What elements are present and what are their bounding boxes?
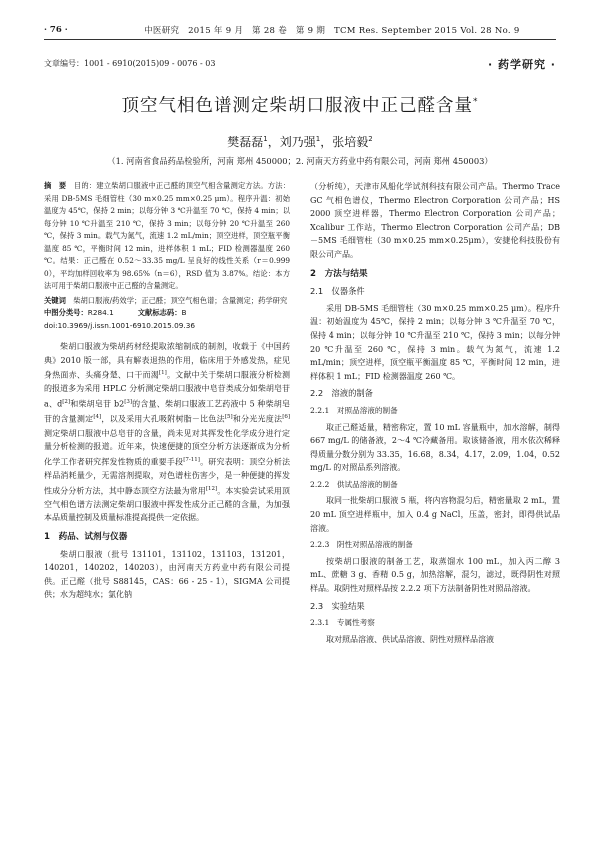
- section-2-heading: 2 方法与结果: [310, 268, 368, 279]
- doc-code-value: B: [181, 308, 187, 317]
- section-2-2-2-text: 取同一批柴胡口服液 5 瓶，将内容物混匀后，精密量取 2 mL，置 20 mL 顶空进样瓶中，加入 0.4 g NaCl，压盖，密封，即得供试品溶液。: [310, 496, 560, 533]
- affiliations: （1. 河南省食品药品检验所，河南 郑州 450000；2. 河南天方药业中药有限公司，河南 郑州 450003）: [107, 156, 493, 166]
- citation-ref: [5]: [224, 414, 233, 421]
- citation-ref: [3]: [124, 399, 132, 406]
- section-2-2-1-heading: 2.2.1 对照品溶液的制备: [310, 405, 398, 415]
- keywords-label: 关键词: [44, 295, 66, 305]
- title-text: 顶空气相色谱测定柴胡口服液中正己醛含量: [121, 96, 473, 116]
- abstract-text: 目的：建立柴胡口服液中正己醛的顶空气相含量测定方法。方法：采用 DB-5MS 毛细管柱（30 m×0.25 mm×0.25 μm）。程序升温：初始温度为 45℃，保持 2 min；以每分钟 3 ℃升温至 70 ℃，保持 4 min；以每分钟 10 ℃升温至 210 ℃，保持 3 min；以每分钟 20 ℃升温至 260 ℃，保持 3 min。载气为氮气，流速 1.2 mL/min；顶空进样，顶空瓶平衡温度 85 ℃，平衡时间 12 min，进样体积 1 mL；FID 检测器温度 260 ℃。结果：正己醛在 0.52～33.35 mg/L 呈良好的线性关系（r＝0.999 0），平均加样回收率为 98.65%（n＝6），RSD 值为 3.87%。结论：本方法可用于柴胡口服液中正己醛的含量测定。: [44, 181, 291, 290]
- section-2-2-1-text: 取正己醛适量，精密称定，置 10 mL 容量瓶中，加水溶解，制得 667 mg/L 的储备液，2～4 ℃冷藏备用。取该储备液，用水依次稀释得质量分数分别为 33.35，16.68，8.34，4.17，2.09，1.04，0.52 mg/L 的对照品系列溶液。: [310, 422, 560, 473]
- abstract-label: 摘 要: [44, 181, 67, 190]
- intro-paragraph: 柴胡口服液为柴胡药材经提取浓缩制成的制剂，收载于《中国药典》2010 版一部，具有解表退热的作用，临床用于外感发热，症见身热面赤、头痛身楚、口干而渴[1]。文献中关于柴胡口服液分析检测的报道多为采用 HPLC 分析测定柴胡口服液中皂苷类成分如柴胡皂苷 a、d[2]和柴胡皂苷 b2[3]的含量、柴胡口服液工艺药液中 5 种柴胡皂苷的含量测定[4]，以及采用大孔吸附树脂－比色法[5]和分光光度法[6]测定柴胡口服液中总皂苷的含量，尚未见对其挥发性化学成分进行定量分析检测的报道。近年来，快速便捷的顶空分析方法逐渐成为分析化学工作者研究挥发性物质的重要手段[7-11]。研究表明：顶空分析法样品消耗量少，无需溶剂提取，对色谱柱伤害少，是一种便捷的挥发性成分分析方法，其中静态顶空方法最为常用[12]。本实验尝试采用顶空气相色谱方法测定柴胡口服液中挥发性成分正己醛的含量，为加强本品质量控制及质量标准提高提供一定依据。: [44, 342, 291, 523]
- journal-line: 中医研究 2015 年 9 月 第 28 卷 第 9 期 TCM Res. September 2015 Vol. 28 No. 9: [144, 26, 520, 36]
- doi: doi:10.3969/j.issn.1001-6910.2015.09.36: [44, 320, 196, 330]
- column-tag: · 药学研究 ·: [487, 58, 556, 71]
- section-2-2-3-text: 按柴胡口服液的制备工艺，取蒸馏水 100 mL，加入丙二醇 3 mL、蔗糖 3 g、香精 0.5 g，加热溶解，混匀，滤过，既得阴性对照样品。取阴性对照样品按 2.2.2 项下方法制备阴性对照品溶液。: [310, 556, 560, 594]
- citation-ref: [12]: [205, 485, 218, 492]
- author-list: 樊磊磊$^1$，刘乃强$^1$，张培毅$^2$: [227, 135, 373, 149]
- doc-code-label: 文献标志码：: [137, 308, 182, 317]
- citation-ref: [7-11]: [183, 456, 200, 463]
- section-2-2-3-heading: 2.2.3 阴性对照品溶液的制备: [310, 540, 413, 550]
- author-name: 张培毅: [332, 135, 369, 149]
- author-name: 刘乃强: [279, 135, 316, 149]
- running-head: [44, 24, 556, 40]
- right-column: [310, 180, 560, 646]
- section-2-2-2-heading: 2.2.2 供试品溶液的制备: [310, 479, 398, 489]
- keywords-text: 柴胡口服液/药效学；正己醛；顶空气相色谱；含量测定；药学研究: [73, 295, 288, 305]
- clc-label: 中图分类号：: [44, 308, 88, 317]
- section-1-text-continued: （分析纯），天津市风船化学试剂科技有限公司产品。Thermo Trace GC 气相色谱仪，Thermo Electron Corporation 公司产品；HS 2000 顶空进样器，Thermo Electron Corporation 公司产品；Xcalibur 工作站，Thermo Electron Corporation 公司产品；DB－5MS 毛细管柱（30 m×0.25 mm×0.25μm），安捷伦科技股份有限公司产品。: [310, 182, 560, 259]
- abstract: [44, 180, 290, 293]
- title-footnote-mark: *: [473, 97, 479, 108]
- citation-ref: [4]: [93, 414, 102, 421]
- section-2-2-heading: 2.2 溶液的制备: [310, 388, 373, 399]
- page-number: · 76 ·: [44, 25, 68, 35]
- section-2-3-heading: 2.3 实验结果: [310, 600, 365, 611]
- author-affiliation-mark: 1: [315, 135, 321, 143]
- section-1-text: 柴胡口服液（批号 131101，131102，131103，131201，140201，140202，140203），由河南天方药业中药有限公司提供。正己醛（批号 S88145，CAS：66 - 25 - 1），SIGMA 公司提供；水为超纯水；氯化钠: [44, 549, 290, 600]
- left-column: [44, 180, 290, 602]
- citation-ref: [2]: [62, 399, 71, 406]
- keywords: [44, 295, 290, 308]
- author-affiliation-mark: 2: [368, 135, 373, 143]
- section-1-heading: 1 药品、试剂与仪器: [44, 532, 128, 542]
- section-2-3-1-heading: 2.3.1 专属性考察: [310, 618, 375, 628]
- citation-ref: [6]: [282, 414, 291, 421]
- section-2-3-1-text: 取对照品溶液、供试品溶液、阴性对照样品溶液: [326, 634, 494, 644]
- author-name: 樊磊磊: [227, 135, 264, 149]
- section-2-1-text: 采用 DB-5MS 毛细管柱（30 m×0.25 mm×0.25 μm）。程序升温：初始温度为 45℃，保持 2 min；以每分钟 3 ℃升温至 70 ℃，保持 4 min；以每分钟 10 ℃升温至 210 ℃，保持 3 min；以每分钟 20 ℃升温至 260 ℃，保持 3 min。载气为氮气，流速 1.2 mL/min；顶空进样，顶空瓶平衡温度 85 ℃，平衡时间 12 min，进样体积 1 mL；FID 检测器温度 260 ℃。: [310, 303, 560, 381]
- clc-value: R284.1: [87, 308, 114, 317]
- classification-line: [44, 307, 290, 320]
- author-affiliation-mark: 1: [263, 135, 268, 143]
- citation-ref: [1]: [159, 370, 167, 377]
- article-number: 文章编号：1001 - 6910(2015)09 - 0076 - 03: [44, 59, 216, 68]
- article-title: [0, 92, 600, 117]
- section-2-1-heading: 2.1 仪器条件: [310, 286, 365, 297]
